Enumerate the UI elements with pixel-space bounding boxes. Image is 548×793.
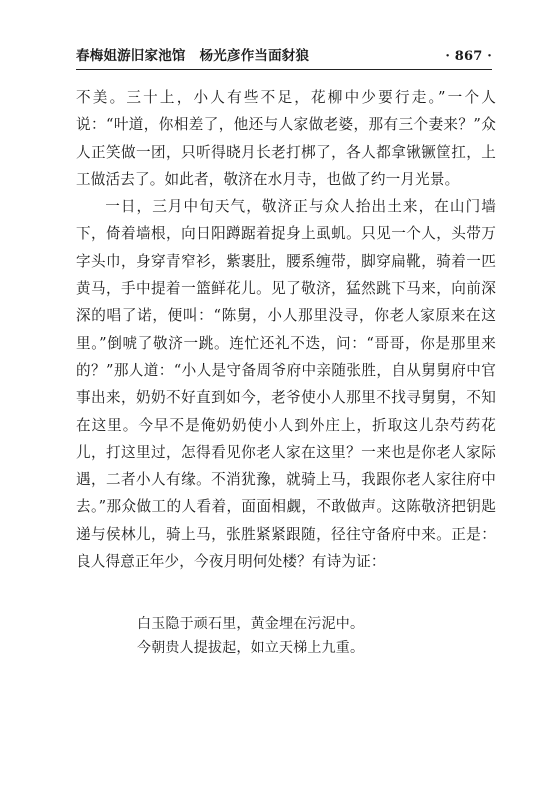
poem [137, 612, 364, 660]
page-number: · 867 · [445, 49, 492, 64]
book-title: 春梅姐游旧家池馆 [76, 48, 186, 64]
poem-line-1: 白玉隐于顽石里，黄金埋在污泥中。 [137, 616, 365, 632]
body-text [76, 84, 496, 575]
paragraph-1: 不美。三十上，小人有些不足，花柳中少要行走。”一个人说：“叶道，你相差了，他还与人家做老婆，那有三个妻来？”众人正笑做一团，只听得晓月长老打梆了，各人都拿锹镢筐扛，上工做活去了。如此者，敬济在水月寺，也做了约一月光景。 [76, 89, 496, 188]
chapter-title: 杨光彦作当面豺狼 [199, 48, 310, 64]
running-title [76, 44, 309, 64]
poem-line-2: 今朝贵人提拔起，如立天梯上九重。 [137, 640, 365, 656]
paragraph-2: 一日，三月中旬天气，敬济正与众人抬出土来，在山门墙下，倚着墙根，向日阳蹲踞着捉身上虱虮。只见一个人，头带万字头巾，身穿青窄衫，紫裹肚，腰系缠带，脚穿扁靴，骑着一匹黄马，手中提着一篮鲜花儿。见了敬济，猛然跳下马来，向前深深的唱了诺，便叫：“陈舅，小人那里没寻，你老人家原来在这里。”倒唬了敬济一跳。连忙还礼不迭，问：“哥哥，你是那里来的？”那人道：“小人是守备周爷府中亲随张胜，自从舅舅府中官事出来，奶奶不好直到如今，老爷使小人那里不找寻舅舅，不知在这里。今早不是俺奶奶使小人到外庄上，折取这儿杂芍药花儿，打这里过，怎得看见你老人家在这里？一来也是你老人家际遇，二者小人有缘。不消犹豫，就骑上马，我跟你老人家往府中去。”那众做工的人看着，面面相觑，不敢做声。这陈敬济把钥匙递与侯林儿，骑上马，张胜紧紧跟随，径往守备府中来。正是：良人得意正年少，今夜月明何处楼？有诗为证： [76, 198, 496, 571]
page-header [76, 38, 492, 70]
